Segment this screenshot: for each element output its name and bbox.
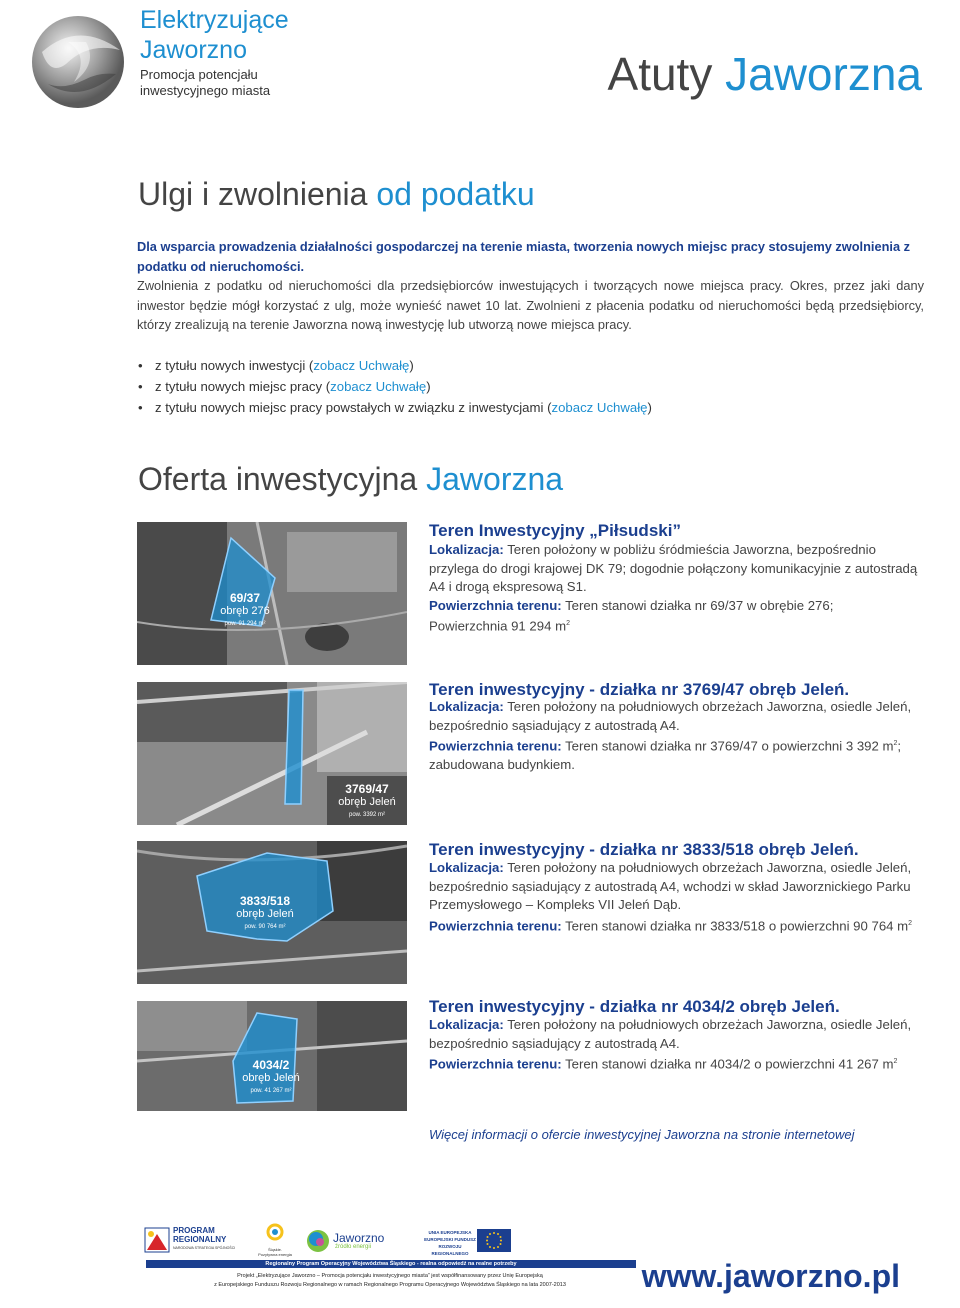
aerial-photo-4034-2: [137, 1001, 407, 1111]
plot-number: 69/37: [229, 591, 261, 605]
plot-number: 3769/47: [345, 782, 389, 796]
zobacz-uchwale-link[interactable]: zobacz Uchwałę: [551, 400, 648, 415]
ulgi-paragraph-part1: Zwolnienia z podatku od nieruchomości dla przedsiębiorców inwestujących i tworzących nowe miejsca pracy. Okres, przez jaki dany inwestor będzie mógł korzystać z ulg, może wynieść nawet 10 lat.: [137, 278, 924, 313]
label-powierzchnia: Powierzchnia terenu:: [429, 917, 562, 933]
plot-obreb: obręb 276: [220, 605, 270, 617]
ulgi-heading-part1: Ulgi i zwolnienia: [138, 176, 377, 212]
slaskie-line2: Pozytywna energia: [258, 1252, 292, 1257]
bullet-end: ): [647, 400, 652, 415]
ue-line1: UNIA EUROPEJSKA: [428, 1230, 472, 1235]
ulgi-bullet-list: [137, 355, 937, 418]
offer-title: Teren inwestycyjny - działka nr 3833/518 obręb Jeleń.: [429, 840, 859, 859]
unit-superscript: 2: [908, 919, 913, 927]
ulgi-paragraph-part2: Zwolnieni z płacenia podatku od nieruchomości będą przedsiębiorcy, którzy zrealizują na terenie Jaworzna nową inwestycję lub utworzą nowe miejsca pracy.: [137, 297, 924, 332]
slaskie-line1: Śląskie.: [267, 1247, 282, 1252]
brand-name-line2: Jaworzno: [140, 36, 247, 64]
program-regionalny-logo: [143, 1224, 253, 1256]
offer-powierzchnia: Teren stanowi działka nr 3833/518 o powierzchni 90 764 m: [561, 917, 909, 933]
list-item: [137, 397, 937, 418]
bullet-end: ): [409, 358, 414, 373]
offer-title: Teren inwestycyjny - działka nr 4034/2 obręb Jeleń.: [429, 997, 840, 1016]
label-lokalizacja: Lokalizacja:: [429, 860, 504, 875]
list-item: [137, 376, 937, 397]
offer-lokalizacja: Teren położony na południowych obrzeżach Jaworzna, osiedle Jeleń, bezpośrednio sąsiadujący z autostradą A4.: [429, 699, 912, 733]
label-lokalizacja: Lokalizacja:: [429, 542, 504, 557]
oferta-heading-part1: Oferta inwestycyjna: [138, 461, 427, 497]
page-title-part2: Jaworzna: [725, 48, 922, 100]
project-line2: z Europejskiego Funduszu Rozwoju Regionalnego w ramach Regionalnego Programu Operacyjnego Województwa Śląskiego na lata 2007-2013: [214, 1282, 566, 1288]
zobacz-uchwale-link[interactable]: zobacz Uchwałę: [330, 379, 427, 394]
plot-obreb: obręb Jeleń: [236, 908, 294, 920]
jaworzno-sphere-logo: [28, 12, 136, 112]
offer-title: Teren inwestycyjny - działka nr 3769/47 obręb Jeleń.: [429, 680, 850, 699]
oferta-heading-part2: Jaworzna: [426, 461, 564, 497]
plot-obreb: obręb Jeleń: [242, 1072, 300, 1084]
offer-powierzchnia: Teren stanowi działka nr 3769/47 o powierzchni 3 392 m: [561, 738, 894, 754]
slaskie-text: [258, 1247, 292, 1257]
label-lokalizacja: Lokalizacja:: [429, 1017, 504, 1032]
offer-powierzchnia: Teren stanowi działka nr 69/37 w obrębie 276;: [561, 597, 834, 613]
offer-description: [429, 1016, 929, 1074]
jaworzno-logo-tagline: źródło energii: [335, 1244, 372, 1250]
plot-area: pow. 41 267 m²: [250, 1088, 292, 1094]
page-title: [608, 44, 922, 104]
program-line2: REGIONALNY: [173, 1235, 227, 1244]
label-powierzchnia: Powierzchnia terenu:: [429, 738, 562, 754]
offer-description: [429, 859, 929, 935]
unit-superscript: 2: [893, 740, 898, 747]
project-info: [140, 1272, 640, 1290]
ue-text: [420, 1229, 480, 1255]
label-lokalizacja: Lokalizacja:: [429, 699, 504, 714]
offer-powierzchnia-end: ; zabudowana budynkiem.: [429, 738, 902, 772]
ulgi-heading-part2: od podatku: [376, 176, 535, 212]
project-line1: Projekt „Elektryzujące Jaworzno – Promocja potencjału inwestycyjnego miasta” jest współfinansowany przez Unię Europejską: [237, 1273, 543, 1279]
plot-label: [205, 592, 285, 631]
plot-obreb: obręb Jeleń: [338, 796, 396, 808]
program-line3: NARODOWA STRATEGIA SPÓJNOŚCI: [173, 1246, 236, 1250]
label-powierzchnia: Powierzchnia terenu:: [429, 1056, 562, 1072]
plot-label: [233, 1059, 309, 1098]
more-info-link[interactable]: Więcej informacji o ofercie inwestycyjnej Jaworzna na stronie internetowej: [429, 1127, 855, 1142]
offer-lokalizacja: Teren położony w pobliżu śródmieścia Jaworzna, bezpośrednio przylega do drogi krajowej DK 79; dogodnie połączony komunikacyjnie z autostradą A4 i drogą ekspresową S1.: [429, 542, 918, 594]
list-item: [137, 355, 937, 376]
jaworzno-logo: [305, 1228, 395, 1256]
plot-area: pow. 3392 m²: [348, 812, 386, 818]
plot-area: pow. 90 764 m²: [244, 924, 286, 930]
zobacz-uchwale-link[interactable]: zobacz Uchwałę: [313, 358, 410, 373]
aerial-photo-3769-47: [137, 682, 407, 825]
plot-label: [227, 895, 303, 934]
aerial-photo-3833-518: [137, 841, 407, 984]
slaskie-logo: [258, 1222, 292, 1258]
bullet-text: z tytułu nowych miejsc pracy powstałych w związku z inwestycjami (: [155, 400, 552, 415]
ue-line3: ROZWOJU REGIONALNEGO: [431, 1244, 469, 1256]
bullet-text: z tytułu nowych inwestycji (: [155, 358, 314, 373]
jaworzno-logo-text: Jaworzno: [333, 1231, 385, 1245]
section-heading-oferta: [138, 459, 563, 499]
offer-lokalizacja: Teren położony na południowych obrzeżach Jaworzna, osiedle Jeleń, bezpośrednio sąsiadujący z autostradą A4, wchodzi w skład Jaworznickiego Parku Przemysłowego – Kompleks VII Jeleń Dąb.: [429, 860, 912, 912]
brand-name-line1: Elektryzujące: [140, 6, 289, 34]
brand-subtitle: [140, 67, 270, 99]
plot-area: pow. 91 294 m²: [224, 621, 266, 627]
ulgi-lead: Dla wsparcia prowadzenia działalności gospodarczej na terenie miasta, tworzenia nowych miejsc pracy stosujemy zwolnienia z podatku od nieruchomości.: [137, 239, 911, 274]
brand-subtitle-line2: inwestycyjnego miasta: [140, 83, 271, 98]
website-link[interactable]: www.jaworzno.pl: [641, 1258, 900, 1294]
ulgi-paragraph: [137, 276, 924, 335]
unit-superscript: 2: [893, 1058, 898, 1065]
program-bar: Regionalny Program Operacyjny Województwa Śląskiego - realna odpowiedź na realne potrzeby: [146, 1260, 636, 1268]
offer-powierzchnia-extra: Powierzchnia 91 294 m: [429, 618, 567, 634]
label-powierzchnia: Powierzchnia terenu:: [429, 597, 562, 613]
eu-flag-icon: [477, 1229, 511, 1252]
ue-line2: EUROPEJSKI FUNDUSZ: [424, 1237, 476, 1242]
bullet-end: ): [426, 379, 431, 394]
plot-number: 4034/2: [252, 1058, 290, 1072]
offer-description: [429, 541, 929, 636]
brand-subtitle-line1: Promocja potencjału: [140, 67, 258, 82]
plot-label: [329, 783, 405, 822]
offer-powierzchnia: Teren stanowi działka nr 4034/2 o powierzchni 41 267 m: [561, 1056, 894, 1072]
page-title-part1: Atuty: [607, 48, 726, 100]
offer-lokalizacja: Teren położony na południowych obrzeżach Jaworzna, osiedle Jeleń, bezpośrednio sąsiadujący z autostradą A4.: [429, 1017, 912, 1051]
offer-title: Teren Inwestycyjny „Piłsudski”: [429, 521, 681, 540]
unit-superscript: 2: [566, 620, 570, 627]
offer-description: [429, 698, 929, 774]
plot-number: 3833/518: [239, 894, 291, 908]
section-heading-ulgi: [138, 174, 535, 214]
aerial-photo-pilsudski: [137, 522, 407, 665]
program-line1: PROGRAM: [173, 1226, 215, 1235]
bullet-text: z tytułu nowych miejsc pracy (: [155, 379, 331, 394]
